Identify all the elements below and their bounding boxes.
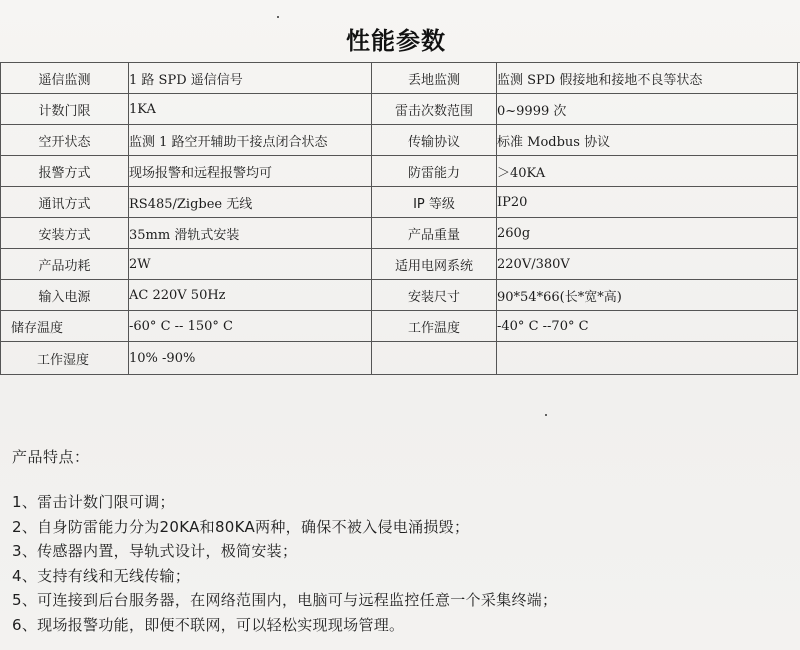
feature-item: 1、雷击计数门限可调；: [12, 493, 175, 511]
table-row: [1, 311, 798, 342]
table-row: [1, 249, 798, 280]
title-row: [0, 14, 800, 63]
param-value: -60° C -- 150° C: [129, 311, 372, 342]
param-value: RS485/Zigbee 无线: [129, 187, 372, 218]
table-row: [1, 280, 798, 311]
param-value: 35mm 滑轨式安装: [129, 218, 372, 249]
page-title: 性能参数: [346, 26, 446, 55]
param-label: 防雷能力: [372, 156, 497, 187]
param-label: 空开状态: [1, 125, 129, 156]
param-value: ＞40KA: [497, 156, 798, 187]
table-row: [1, 218, 798, 249]
param-value: 监测 1 路空开辅助干接点闭合状态: [129, 125, 372, 156]
table-row: [1, 342, 798, 375]
param-label: [372, 342, 497, 375]
param-value: -40° C --70° C: [497, 311, 798, 342]
features-section: [12, 446, 557, 637]
param-value: 260g: [497, 218, 798, 249]
param-label: 工作湿度: [1, 342, 129, 375]
param-value: 监测 SPD 假接地和接地不良等状态: [497, 63, 798, 94]
table-row: [1, 94, 798, 125]
scan-speck: [545, 414, 547, 416]
features-title: 产品特点：: [12, 448, 90, 466]
param-label: 遥信监测: [1, 63, 129, 94]
param-value: 现场报警和远程报警均可: [129, 156, 372, 187]
feature-item: 5、可连接到后台服务器，在网络范围内，电脑可与远程监控任意一个采集终端；: [12, 591, 558, 609]
param-label: 安装尺寸: [372, 280, 497, 311]
param-value: 10% -90%: [129, 342, 372, 375]
param-label: 安装方式: [1, 218, 129, 249]
param-label: 工作温度: [372, 311, 497, 342]
param-value: IP20: [497, 187, 798, 218]
param-value: 2W: [129, 249, 372, 280]
param-label: 雷击次数范围: [372, 94, 497, 125]
param-label: 输入电源: [1, 280, 129, 311]
param-value: 220V/380V: [497, 249, 798, 280]
param-label: 通讯方式: [1, 187, 129, 218]
param-label: 计数门限: [1, 94, 129, 125]
param-label: 产品功耗: [1, 249, 129, 280]
param-value: 1 路 SPD 遥信信号: [129, 63, 372, 94]
table-row: [1, 63, 798, 94]
param-value: 1KA: [129, 94, 372, 125]
param-label: 传输协议: [372, 125, 497, 156]
table-row: [1, 187, 798, 218]
param-value: 标准 Modbus 协议: [497, 125, 798, 156]
table-row: [1, 125, 798, 156]
param-label: 储存温度: [1, 311, 129, 342]
param-value: 0~9999 次: [497, 94, 798, 125]
param-value: [497, 342, 798, 375]
parameters-table: [0, 62, 798, 375]
table-row: [1, 156, 798, 187]
param-label: 丢地监测: [372, 63, 497, 94]
feature-item: 2、自身防雷能力分为20KA和80KA两种，确保不被入侵电涌损毁；: [12, 517, 470, 536]
param-label: 产品重量: [372, 218, 497, 249]
feature-item: 3、传感器内置，导轨式设计，极简安装；: [12, 542, 298, 560]
param-value: 90*54*66(长*宽*高): [497, 280, 798, 311]
feature-item: 6、现场报警功能，即便不联网，可以轻松实现现场管理。: [12, 615, 405, 634]
param-value: AC 220V 50Hz: [129, 280, 372, 311]
param-label: 适用电网系统: [372, 249, 497, 280]
param-label: IP 等级: [372, 187, 497, 218]
param-label: 报警方式: [1, 156, 129, 187]
feature-item: 4、支持有线和无线传输；: [12, 566, 191, 585]
